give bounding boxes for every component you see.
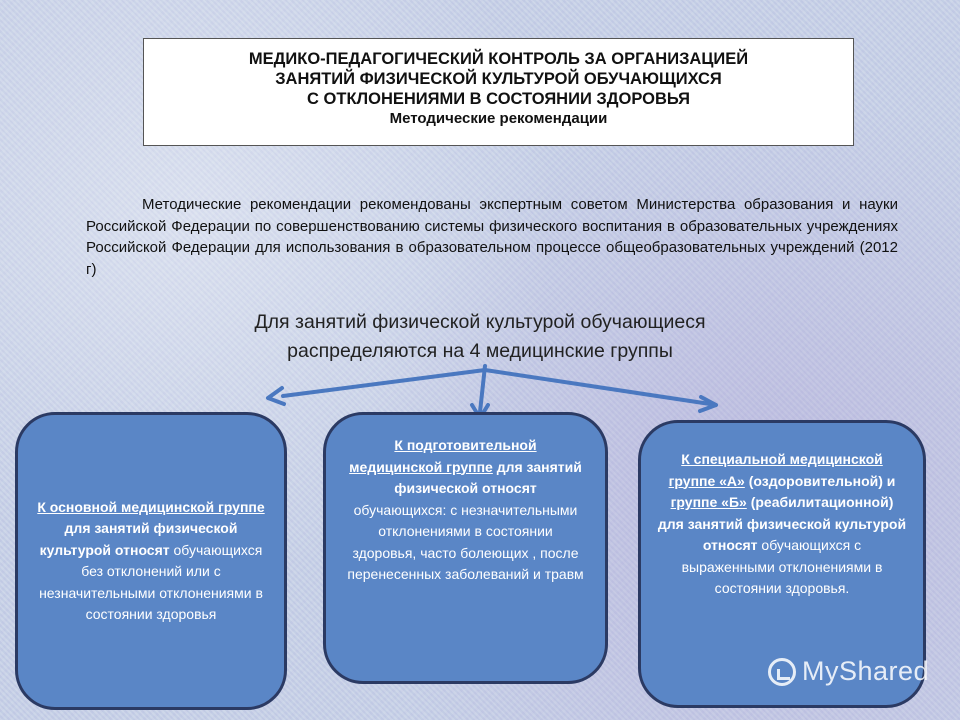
chart-icon (768, 658, 796, 686)
groups-heading-line-1: Для занятий физической культурой обучающиеся (254, 311, 706, 333)
arrow-left (283, 370, 485, 396)
title-line-2: ЗАНЯТИЙ ФИЗИЧЕСКОЙ КУЛЬТУРОЙ ОБУЧАЮЩИХСЯ (275, 70, 722, 88)
preparatory-group-box (323, 412, 608, 684)
special-group-text: К специальной медицинской группе «А» (оздоровительной) и группе «Б» (реабилитационной) для занятий физической культурой относят обучающихся с выраженными отклонениями в состоянии здоровья. (657, 451, 907, 596)
title-line-3: С ОТКЛОНЕНИЯМИ В СОСТОЯНИИ ЗДОРОВЬЯ (307, 90, 690, 108)
basic-group-box (15, 412, 287, 710)
subtitle: Методические рекомендации (389, 110, 608, 127)
arrow-right (485, 370, 710, 404)
preparatory-group-link[interactable]: К подготовительной медицинской группе (349, 437, 537, 475)
groups-heading-line-2: распределяются на 4 медицинские группы (287, 340, 673, 362)
basic-group-text: К основной медицинской группе для занятий физической культурой относят обучающихся без отклонений или с незначительными отклонениями в состоянии здоровья (37, 498, 265, 622)
watermark-text: MyShared (802, 656, 930, 686)
arrow-center (480, 366, 485, 412)
title-line-1: МЕДИКО-ПЕДАГОГИЧЕСКИЙ КОНТРОЛЬ ЗА ОРГАНИЗАЦИЕЙ (248, 50, 749, 68)
watermark (768, 656, 929, 687)
special-group-a-link[interactable]: К специальной медицинской группе «А» (668, 451, 883, 489)
basic-group-link[interactable]: К основной медицинской группе (37, 498, 265, 515)
intro-paragraph: Методические рекомендации рекомендованы экспертным советом Министерства образования и науки Российской Федерации по совершенствованию системы физического воспитания в образовательных учреждениях Российской Федерации для использования в образовательном процессе общеобразовательных учреждений (2012 г) (86, 196, 898, 278)
preparatory-group-text: К подготовительной медицинской группе для занятий физической относят обучающихся: с незначительными отклонениями в состоянии здоровья, часто болеющих , после перенесенных заболеваний и травм (347, 437, 584, 582)
special-group-b-link[interactable]: группе «Б» (670, 494, 747, 510)
